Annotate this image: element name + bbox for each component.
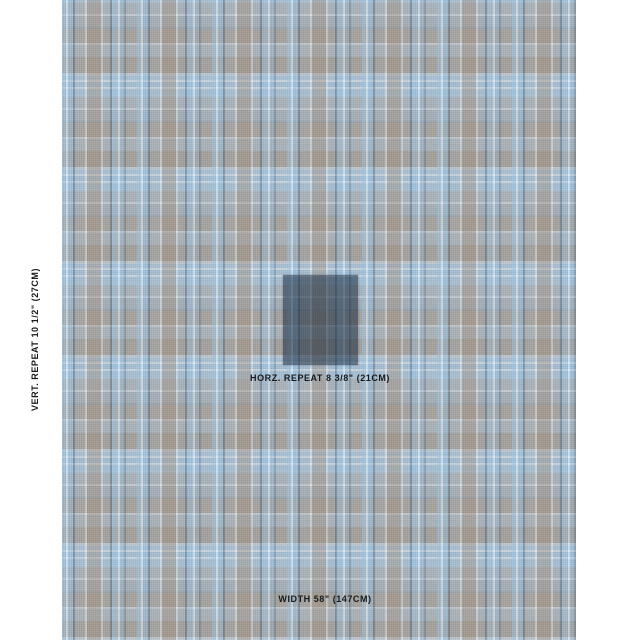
vertical-repeat-label-container [0,0,62,640]
horizontal-repeat-label: HORZ. REPEAT 8 3/8" (21CM) [250,373,390,383]
repeat-highlight-box [283,275,358,365]
width-label: WIDTH 58" (147CM) [278,594,372,604]
fabric-swatch [62,0,576,640]
vertical-repeat-label: VERT. REPEAT 10 1/2" (27CM) [30,267,40,411]
